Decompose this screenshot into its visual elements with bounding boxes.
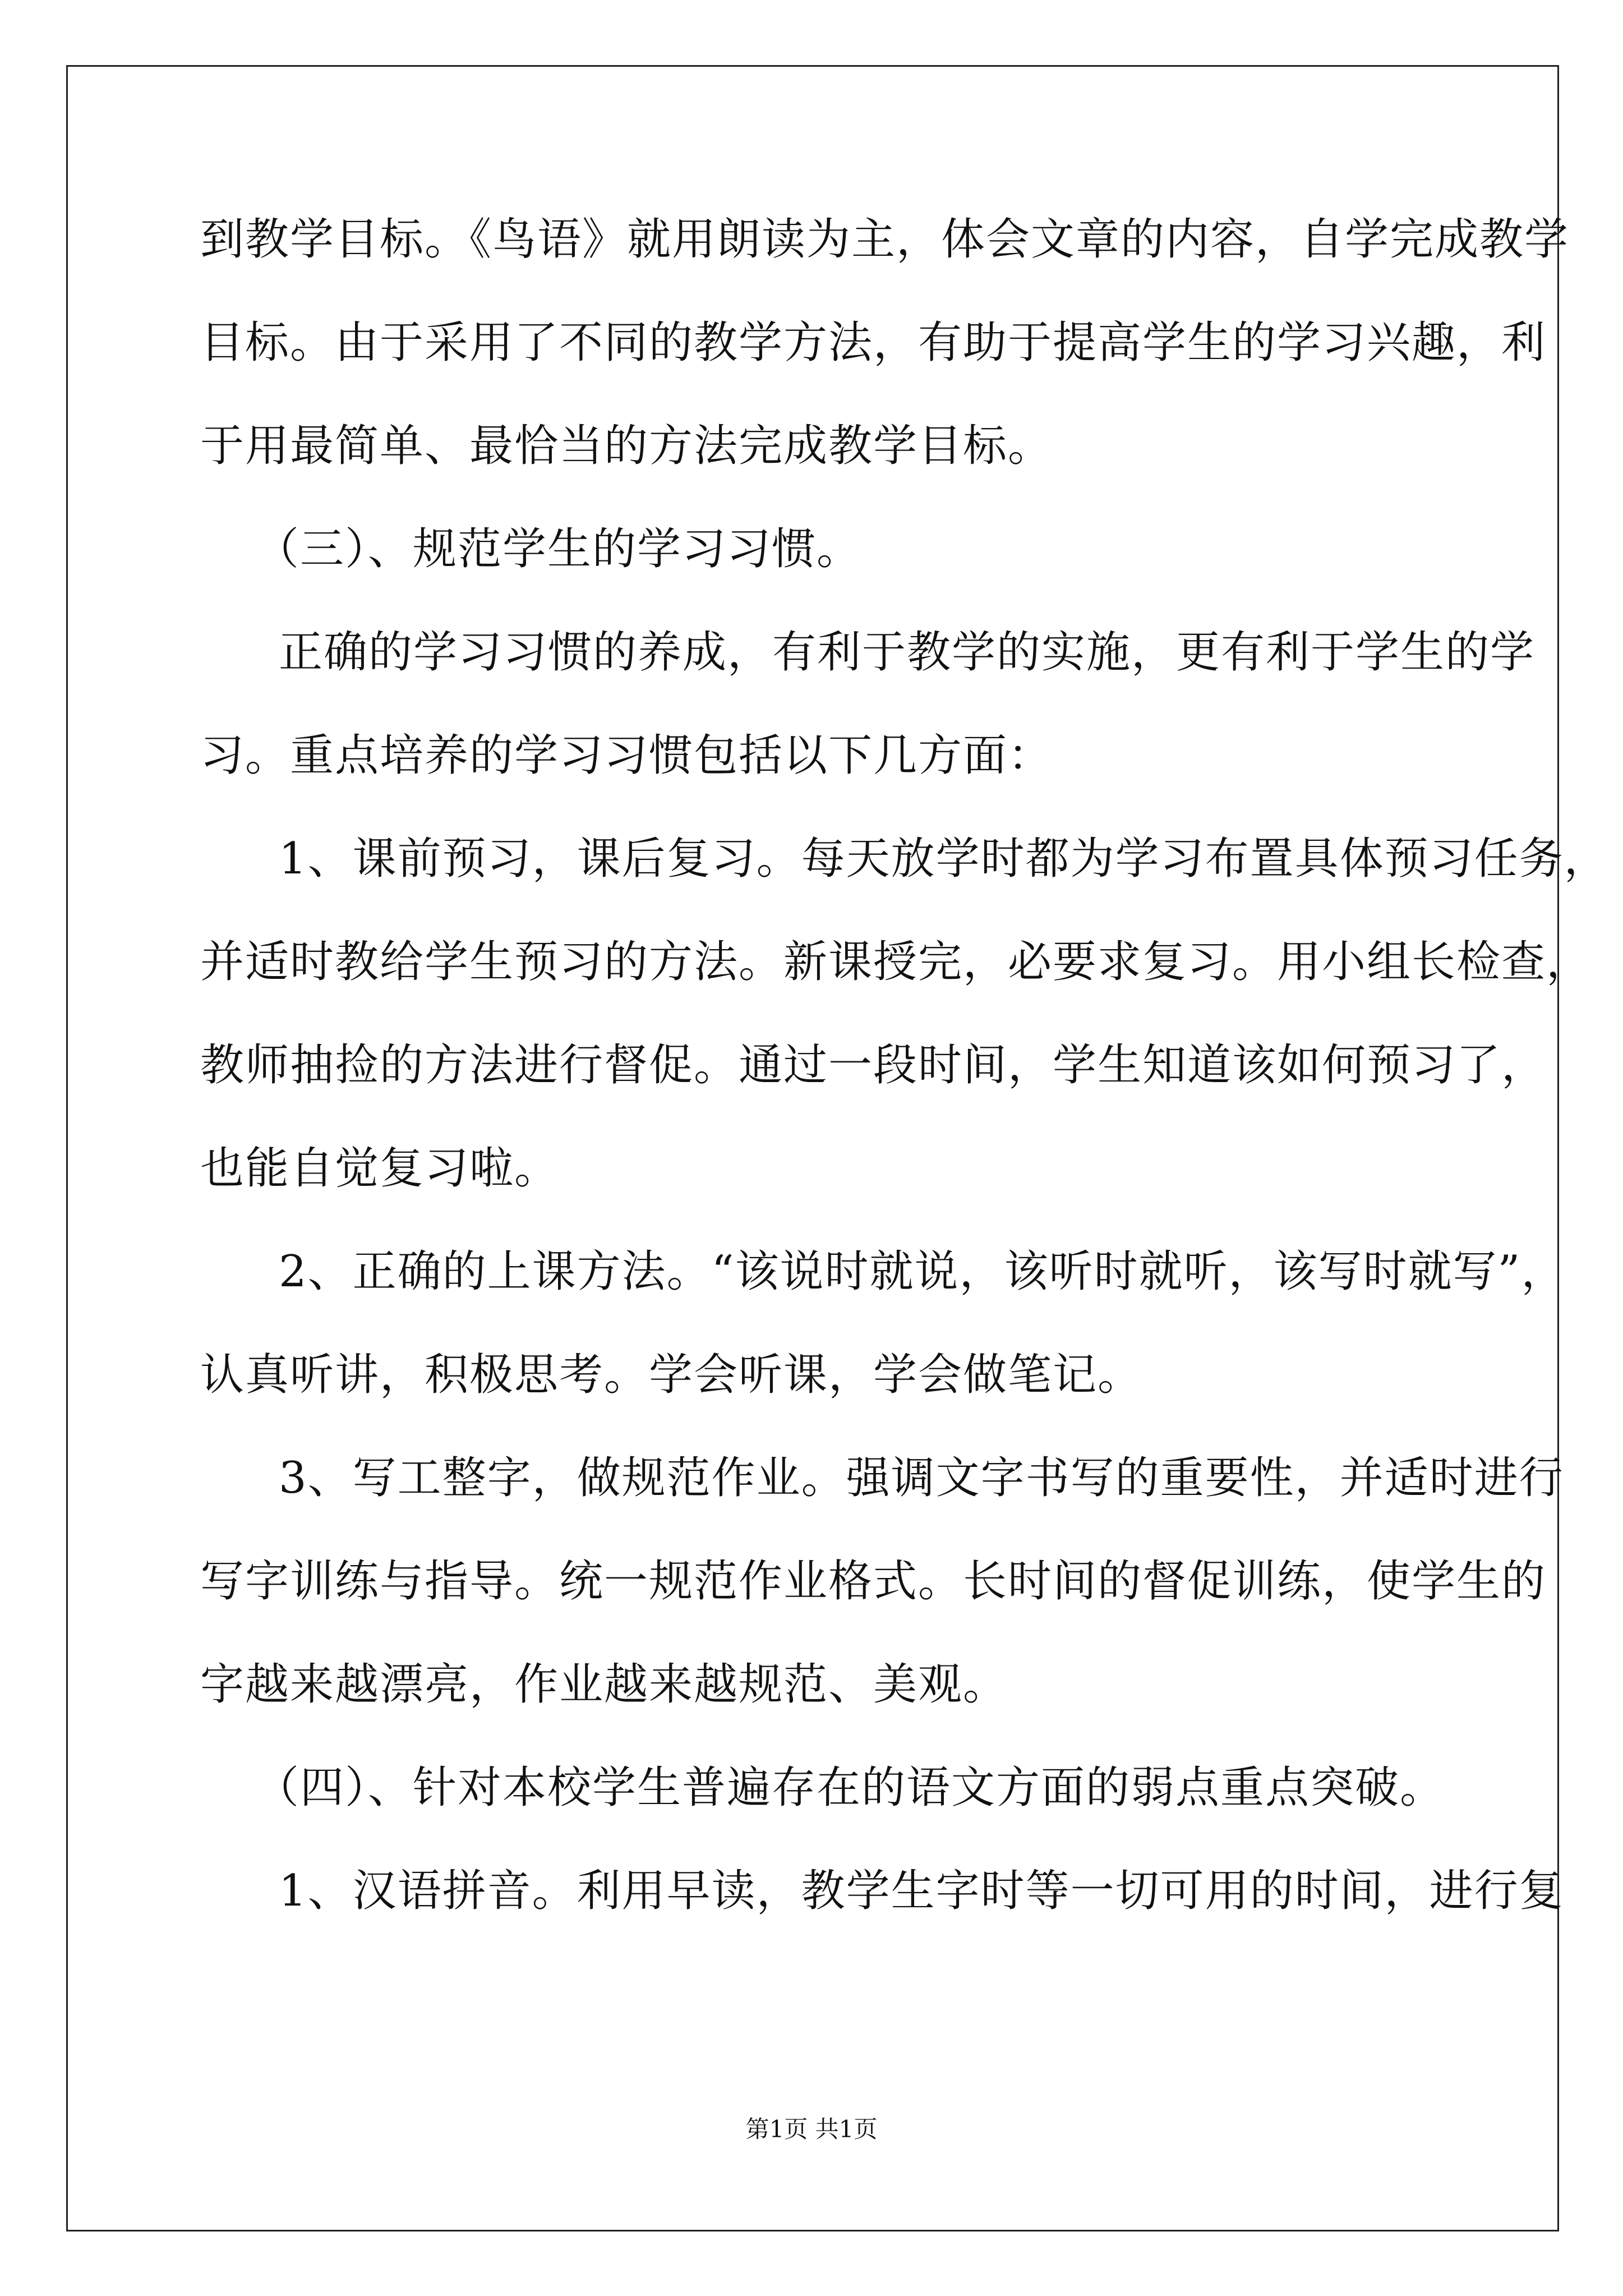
text-line: 到教学目标。《鸟语》就用朗读为主，体会文章的内容，自学完成教学 — [200, 214, 1570, 265]
text-line: 目标。由于采用了不同的教学方法，有助于提高学生的学习兴趣，利 — [200, 318, 1547, 368]
section-heading: （四）、针对本校学生普遍存在的语文方面的弱点重点突破。 — [255, 1763, 1445, 1813]
text-line: 并适时教给学生预习的方法。新课授完，必要求复习。用小组长检查， — [200, 937, 1592, 987]
list-item: 2、正确的上课方法。“该说时就说，该听时就听，该写时就写”， — [279, 1246, 1566, 1297]
text-line: 也能自觉复习啦。 — [200, 1143, 560, 1194]
list-item: 3、写工整字，做规范作业。强调文字书写的重要性，并适时进行 — [279, 1453, 1564, 1503]
section-heading: （三）、规范学生的学习习惯。 — [255, 524, 862, 574]
paragraph-start: 正确的学习习惯的养成，有利于教学的实施，更有利于学生的学 — [279, 627, 1536, 678]
list-item: 1、汉语拼音。利用早读，教学生字时等一切可用的时间，进行复 — [279, 1866, 1564, 1916]
list-item: 1、课前预习，课后复习。每天放学时都为学习布置具体预习任务， — [279, 834, 1609, 884]
text-line: 认真听讲，积极思考。学会听课，学会做笔记。 — [200, 1350, 1143, 1400]
text-line: 教师抽捡的方法进行督促。通过一段时间，学生知道该如何预习了， — [200, 1040, 1547, 1091]
text-line: 字越来越漂亮，作业越来越规范、美观。 — [200, 1659, 1008, 1710]
text-line: 写字训练与指导。统一规范作业格式。长时间的督促训练，使学生的 — [200, 1556, 1547, 1607]
page-footer: 第1页 共1页 — [745, 2115, 878, 2143]
text-line: 于用最简单、最恰当的方法完成教学目标。 — [200, 421, 1053, 471]
text-line: 习。重点培养的学习习惯包括以下几方面： — [200, 730, 1053, 781]
